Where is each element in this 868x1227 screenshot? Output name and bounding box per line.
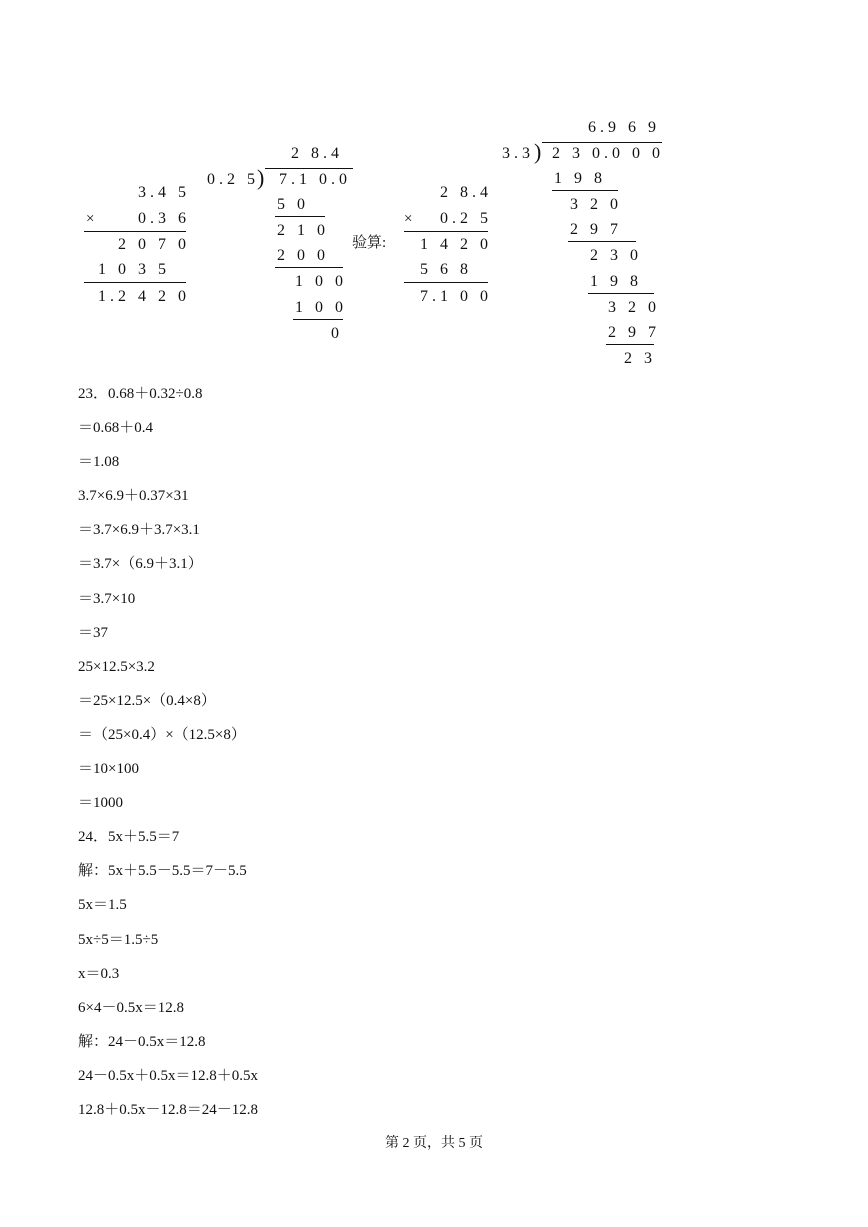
line: ＝37 — [78, 624, 109, 641]
rule — [606, 344, 654, 345]
vertical-multiplication-1 — [80, 183, 190, 313]
rule — [275, 216, 325, 217]
line: ＝1.08 — [78, 454, 120, 471]
line: 23．0.68＋0.32÷0.8 — [78, 386, 203, 402]
line: ＝1000 — [78, 795, 124, 812]
rule — [293, 319, 343, 320]
multiplicand: 3.4 5 — [138, 184, 190, 201]
rule — [552, 190, 618, 191]
dividend: 2 3 0.0 0 0 — [552, 145, 664, 162]
multiply-sign: × — [86, 211, 95, 227]
line: ＝3.7×10 — [78, 590, 136, 607]
partial-product-2: 5 6 8 — [420, 261, 472, 278]
step: 2 9 7 — [608, 324, 660, 341]
step: 2 9 7 — [570, 221, 622, 238]
multiplier: 0.3 6 — [138, 210, 190, 227]
step: 1 9 8 — [590, 273, 642, 290]
solution-lines — [78, 384, 258, 1134]
check-label: 验算: — [352, 235, 387, 251]
line: 24．5x＋5.5＝7 — [78, 829, 180, 846]
rule — [588, 293, 654, 294]
rule — [404, 282, 488, 283]
line: 5x＝1.5 — [78, 897, 127, 914]
page-footer: 第 2 页，共 5 页 — [385, 1136, 483, 1151]
multiplier: 0.2 5 — [440, 210, 492, 227]
line: ＝3.7×6.9＋3.7×3.1 — [78, 522, 200, 539]
step: 2 3 0 — [590, 247, 642, 264]
division-bracket: ) — [257, 165, 265, 190]
divisor: 3.3 — [502, 145, 534, 162]
step: 3 2 0 — [608, 299, 660, 316]
line: 24－0.5x＋0.5x＝12.8＋0.5x — [78, 1067, 259, 1084]
line: x＝0.3 — [78, 965, 120, 982]
step: 1 0 0 — [295, 273, 347, 290]
rule — [84, 282, 186, 283]
partial-product-1: 1 4 2 0 — [420, 236, 492, 253]
partial-product-1: 2 0 7 0 — [118, 236, 190, 253]
division-bracket: ) — [534, 139, 542, 164]
line: ＝0.68＋0.4 — [78, 420, 154, 437]
quotient: 6.9 6 9 — [588, 119, 660, 136]
line: 25×12.5×3.2 — [78, 658, 155, 675]
rule — [275, 267, 343, 268]
line: ＝3.7×（6.9＋3.1） — [78, 556, 203, 573]
vertical-multiplication-check — [400, 183, 492, 313]
product: 1.2 4 2 0 — [98, 288, 190, 305]
quotient: 2 8.4 — [291, 145, 343, 162]
partial-product-2: 1 0 3 5 — [98, 261, 170, 278]
line: ＝（25×0.4）×（12.5×8） — [78, 726, 246, 743]
division-bar — [265, 168, 353, 169]
dividend: 7.1 0.0 — [279, 171, 351, 188]
long-division-1 — [205, 144, 355, 344]
division-bar — [542, 142, 662, 143]
line: 解：24－0.5x＝12.8 — [78, 1033, 206, 1050]
line: 12.8＋0.5x－12.8＝24－12.8 — [78, 1101, 259, 1118]
step: 2 1 0 — [277, 222, 329, 239]
step: 1 0 0 — [295, 299, 347, 316]
rule — [568, 241, 636, 242]
long-division-2 — [500, 118, 668, 373]
line: 3.7×6.9＋0.37×31 — [78, 488, 189, 505]
rule — [84, 231, 186, 232]
line: ＝25×12.5×（0.4×8） — [78, 692, 216, 709]
step: 1 9 8 — [554, 170, 606, 187]
step: 0 — [331, 325, 343, 342]
line: 6×4－0.5x＝12.8 — [78, 999, 184, 1016]
step: 2 3 — [624, 350, 656, 367]
step: 3 2 0 — [570, 196, 622, 213]
step: 5 0 — [277, 196, 309, 213]
product: 7.1 0 0 — [420, 288, 492, 305]
line: 5x÷5＝1.5÷5 — [78, 931, 159, 948]
multiply-sign: × — [404, 211, 413, 227]
divisor: 0.2 5 — [207, 171, 259, 188]
line: ＝10×100 — [78, 761, 139, 778]
multiplicand: 2 8.4 — [440, 184, 492, 201]
step: 2 0 0 — [277, 247, 329, 264]
rule — [404, 231, 488, 232]
line: 解：5x＋5.5－5.5＝7－5.5 — [78, 863, 247, 880]
